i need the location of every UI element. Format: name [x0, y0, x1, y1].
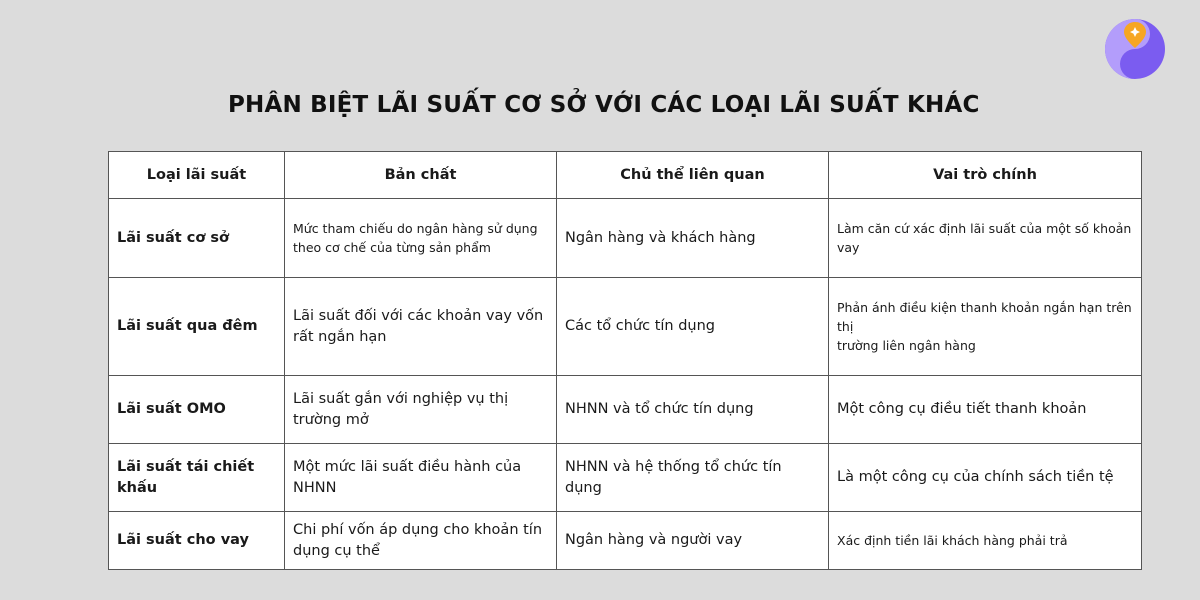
page-title: PHÂN BIỆT LÃI SUẤT CƠ SỞ VỚI CÁC LOẠI LÃI SUẤT KHÁC [228, 92, 980, 118]
column-header-parties: Chủ thể liên quan [557, 152, 829, 199]
rate-type-label: Lãi suất cơ sở [117, 229, 229, 246]
role-cell [829, 199, 1142, 278]
role-text: Làm căn cứ xác định lãi suất của một số khoản vay [837, 221, 1132, 255]
nature-cell [285, 512, 557, 570]
nature-text: Mức tham chiếu do ngân hàng sử dụng theo cơ chế của từng sản phẩm [293, 221, 538, 255]
rate-type-label: Lãi suất cho vay [117, 532, 249, 548]
nature-text: Một mức lãi suất điều hành của NHNN [293, 458, 522, 496]
table-row [109, 278, 1142, 376]
parties-cell [557, 199, 829, 278]
rate-type-label: Lãi suất OMO [117, 401, 226, 417]
role-text: Là một công cụ của chính sách tiền tệ [837, 469, 1114, 485]
column-header-nature: Bản chất [285, 152, 557, 199]
role-cell [829, 278, 1142, 376]
parties-text: Các tổ chức tín dụng [565, 318, 715, 334]
rate-type-cell [109, 278, 285, 376]
brand-logo-icon [1104, 18, 1166, 80]
role-text: Phản ánh điều kiện thanh khoản ngắn hạn trên thị trường liên ngân hàng [837, 300, 1132, 353]
rate-type-cell [109, 444, 285, 512]
parties-text: NHNN và tổ chức tín dụng [565, 401, 754, 417]
column-header-role: Vai trò chính [829, 152, 1142, 199]
table-row [109, 512, 1142, 570]
rate-type-label: Lãi suất qua đêm [117, 318, 258, 334]
parties-cell [557, 278, 829, 376]
parties-text: Ngân hàng và khách hàng [565, 229, 756, 246]
role-cell [829, 376, 1142, 444]
comparison-table [108, 151, 1142, 570]
column-header-type: Loại lãi suất [109, 152, 285, 199]
nature-cell [285, 199, 557, 278]
rate-type-cell [109, 512, 285, 570]
table-row [109, 376, 1142, 444]
parties-text: Ngân hàng và người vay [565, 532, 743, 548]
role-cell [829, 512, 1142, 570]
parties-cell [557, 376, 829, 444]
parties-cell [557, 444, 829, 512]
parties-cell [557, 512, 829, 570]
rate-type-label: Lãi suất tái chiết khấu [117, 458, 255, 496]
role-text: Xác định tiền lãi khách hàng phải trả [837, 533, 1068, 548]
role-cell [829, 444, 1142, 512]
nature-text: Chi phí vốn áp dụng cho khoản tín dụng cụ thể [293, 521, 543, 559]
nature-cell [285, 444, 557, 512]
role-text: Một công cụ điều tiết thanh khoản [837, 401, 1087, 417]
nature-text: Lãi suất gắn với nghiệp vụ thị trường mở [293, 390, 509, 428]
rate-type-cell [109, 199, 285, 278]
table-row [109, 444, 1142, 512]
nature-cell [285, 376, 557, 444]
nature-text: Lãi suất đối với các khoản vay vốn rất ngắn hạn [293, 307, 544, 345]
nature-cell [285, 278, 557, 376]
table-header-row [109, 152, 1142, 199]
parties-text: NHNN và hệ thống tổ chức tín dụng [565, 458, 782, 496]
rate-type-cell [109, 376, 285, 444]
table-row [109, 199, 1142, 278]
